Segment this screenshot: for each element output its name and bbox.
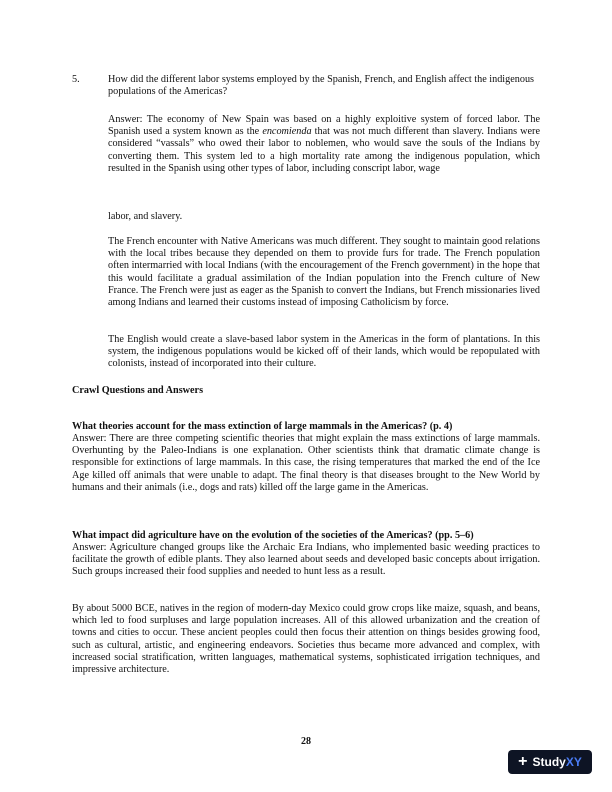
encomienda-term: encomienda xyxy=(262,126,312,138)
answer-5-paragraph-1-last: labor, and slavery. xyxy=(108,211,183,222)
section-heading: Crawl Questions and Answers xyxy=(72,385,204,396)
crawl-answer-2: Answer: Agriculture changed groups like the Archaic Era Indians, who implemented basic weeding practices to facilitate the growth of edible plants. They also learned about seeds and developed basic concepts about irrigation. Such groups increased their food supplies and needed to hunt less as a result. xyxy=(72,542,540,578)
answer-5-p1-start: Answer: The economy of New Spain was based on a highly exploitive system of forced labor. The Spanish used a system known as the xyxy=(108,114,540,138)
crawl-question-2: What impact did agriculture have on the evolution of the societies of the Americas? (pp. 5–6) xyxy=(72,530,474,541)
crawl-answer-2-paragraph-2: By about 5000 BCE, natives in the region of modern-day Mexico could grow crops like maize, squash, and beans, which led to food surpluses and large population increases. All of this allowed urbanization and the creation of towns and cities to occur. These ancient peoples could then focus their attention on things besides growing food, such as cultural, artistic, and engineering endeavors. Societies thus became more advanced and complex, with increased social stratification, written languages, mathematical systems, sophisticated irrigation techniques, and impressive architecture. xyxy=(72,603,540,676)
answer-5-p1-end: that was not much different than slavery. Indians were considered “vassals” who owed their labor to noblemen, who would save the souls of the Indians by converting them. This system led to a high mortality rate among the indigenous population, which resulted in the Spanish using other types of labor, including conscript labor, wage xyxy=(108,126,540,174)
question-number: 5. xyxy=(72,74,80,85)
brand-accent-text: XY xyxy=(565,755,582,769)
answer-5-paragraph-2: The French encounter with Native Americans was much different. They sought to maintain good relations with the local tribes because they depended on them to provide furs for trade. The French population often intermarried with local Indians (with the encouragement of the French government) in the hope that this would facilitate a gradual assimilation of the Indian population into the French culture of New France. The French were just as eager as the Spanish to convert the Indians, but French missionaries lived among Indians and learned their customs instead of imposing Catholicism by force. xyxy=(108,236,540,309)
question-5-text: How did the different labor systems employed by the Spanish, French, and English affect the indigenous populations of the Americas? xyxy=(108,74,534,98)
brand-main-text: Study xyxy=(532,755,566,769)
answer-5-paragraph-1 xyxy=(108,114,540,175)
page-number: 28 xyxy=(301,736,311,747)
crawl-question-1: What theories account for the mass extinction of large mammals in the Americas? (p. 4) xyxy=(72,421,453,432)
plus-icon: + xyxy=(518,753,528,770)
answer-5-paragraph-3: The English would create a slave-based labor system in the Americas in the form of plantations. In this system, the indigenous populations would be kicked off of their lands, which would be repopulated with colonists, instead of incorporated into their culture. xyxy=(108,334,540,370)
studyxy-logo-badge[interactable] xyxy=(508,750,592,774)
crawl-answer-1: Answer: There are three competing scientific theories that might explain the mass extinctions of large mammals. Overhunting by the Paleo-Indians is one explanation. Other scientists think that dramatic climate change is responsible for extinctions of large mammals. In this case, the rising temperatures that marked the end of the Ice Age killed off animals that were unable to adapt. The final theory is that diseases brought to the New World by humans and their animals (i.e., dogs and rats) killed off the large game in the Americas. xyxy=(72,433,540,493)
